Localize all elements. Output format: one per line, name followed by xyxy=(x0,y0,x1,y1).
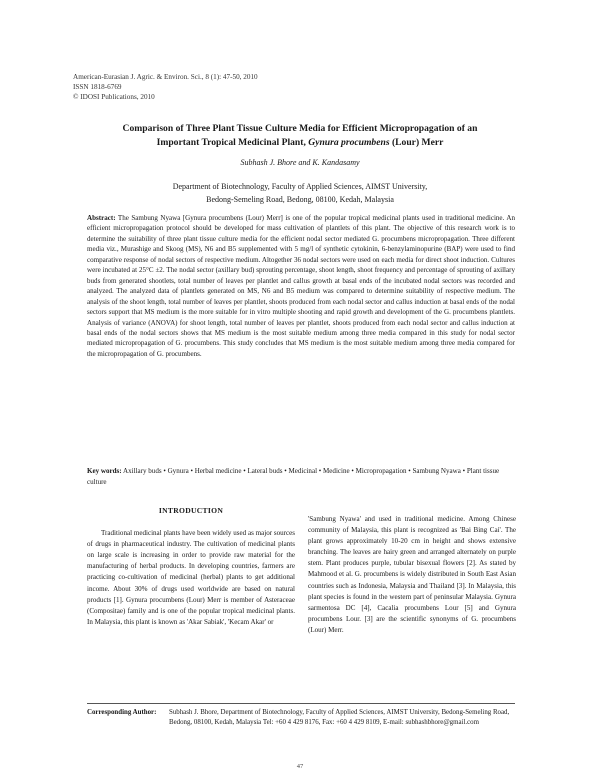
journal-copyright: © IDOSI Publications, 2010 xyxy=(73,93,155,101)
affiliation-line-1: Department of Biotechnology, Faculty of Applied Sciences, AIMST University, xyxy=(172,182,428,191)
title-line-2 xyxy=(60,136,540,150)
keywords-list: Axillary buds • Gynura • Herbal medicine • Lateral buds • Medicinal • Medicine • Micropropagation • Sambung Nyawa • Plant tissue culture xyxy=(87,467,500,486)
right-column xyxy=(308,514,516,636)
paper-title xyxy=(60,122,540,150)
keywords xyxy=(87,466,515,487)
page-number: 47 xyxy=(296,763,304,770)
right-column-paragraph: 'Sambung Nyawa' and used in traditional medicine. Among Chinese community of Malaysia, this plant is recognized as 'Bai Bing Cai'. The plant grows approximately 10-20 cm in height and shows extensive branching. The leaves are hairy green and arranged alternately on purple stem. Plant produces purple, tubular bisexual flowers [2]. As stated by Mahmood et al. G. procumbens is widely distributed in South East Asian countries such as Indonesia, Malaysia and Thailand [3]. In Malaysia, this plant species is found in the western part of peninsular Malaysia. Gynura sarmentosa DC [4], Cacalia procumbens Lour [5] and Gynura procumbens Lour. [3] are the scientific synonyms of G. procumbens (Lour) Merr. xyxy=(308,515,516,634)
introduction-heading: INTRODUCTION xyxy=(158,506,224,515)
abstract xyxy=(87,213,515,359)
title-line-2-prefix: Important Tropical Medicinal Plant, xyxy=(156,137,309,148)
journal-issn: ISSN 1818-6769 xyxy=(73,83,122,91)
journal-citation: American-Eurasian J. Agric. & Environ. Sci., 8 (1): 47-50, 2010 xyxy=(73,73,258,81)
affiliation xyxy=(60,180,540,206)
abstract-label: Abstract: xyxy=(87,214,116,222)
introduction-paragraph: Traditional medicinal plants have been widely used as major sources of drugs in pharmaceutical industry. The cultivation of medicinal plants on large scale is increasing in order to provide raw material for the manufacturing of herbal products. In developing countries, farmers are practicing co-cultivation of medicinal (herbal) plants to get additional income. About 30% of drugs used worldwide are based on natural products [1]. Gynura procumbens (Lour) Merr is member of Asteraceae (Compositae) family and is one of the popular tropical medicinal plants. In Malaysia, this plant is known as 'Akar Sabiak', 'Kecam Akar' or xyxy=(87,529,295,626)
left-column xyxy=(87,505,295,628)
keywords-label: Key words: xyxy=(87,467,122,475)
title-line-2-suffix: (Lour) Merr xyxy=(389,137,444,148)
corresponding-author-label: Corresponding Author: xyxy=(87,709,157,716)
abstract-text: The Sambung Nyawa [Gynura procumbens (Lour) Merr] is one of the popular tropical medicinal plants used in traditional medicine. An efficient micropropagation protocol should be developed for mass cultivation of plantlets of this plant. The objective of this research work is to determine the suitability of three plant tissue culture media for the efficient nodal sector mediated G. procumbens micropropagation. Three different media viz., Murashige and Skoog (MS), N6 and B5 supplemented with 5 mg/l of synthetic cytokinin, 6-benzylaminopurine (BAP) were used to find comparative response of nodal sectors of respective medium. Altogether 36 nodal sectors were used on each media for direct shoot induction. Cultures were incubated at 25°C ±2. The nodal sector (axillary bud) sprouting percentage, shoot length, shoot frequency and percentage of sprouting of axillary buds from generated shootlets, total number of leaves per plantlet and callus growth at basal ends of the incubated nodal sectors was recorded and analyzed. The analyzed data of plantlets generated on MS, N6 and B5 medium was compared to determine suitability of respective medium. The analysis of the shoot length, total number of leaves per plantlet, shoots produced from each nodal sector and callus induction at basal ends of the nodal sectors support that MS medium is the more suitable for in vitro multiple shooting and rapid growth and development of the G. procumbens plantlets. Analysis of variance (ANOVA) for shoot length, total number of leaves per plantlet, shoots produced from each nodal sector and callus induction at basal ends of the nodal sectors shows that MS medium is the most suitable medium among three media compared in this study for nodal sector mediated micropropagation of G. procumbens. This study concludes that MS medium is the most suitable medium among three media compared for the micropropagation of G. procumbens. xyxy=(87,214,515,358)
corresponding-author-details: Subhash J. Bhore, Department of Biotechnology, Faculty of Applied Sciences, AIMST University, Bedong-Semeling Road, Bedong, 08100, Kedah, Malaysia Tel: +60 4 429 8176, Fax: +60 4 429 8109, E-mail: subhashbhore@gmail.com xyxy=(169,709,510,726)
footnote-divider xyxy=(87,703,515,704)
journal-header xyxy=(73,72,258,102)
affiliation-line-2: Bedong-Semeling Road, Bedong, 08100, Kedah, Malaysia xyxy=(206,195,394,204)
title-line-1: Comparison of Three Plant Tissue Culture Media for Efficient Micropropagation of an xyxy=(122,123,478,134)
title-species-name: Gynura procumbens xyxy=(308,137,390,148)
author-list: Subhash J. Bhore and K. Kandasamy xyxy=(240,158,360,167)
